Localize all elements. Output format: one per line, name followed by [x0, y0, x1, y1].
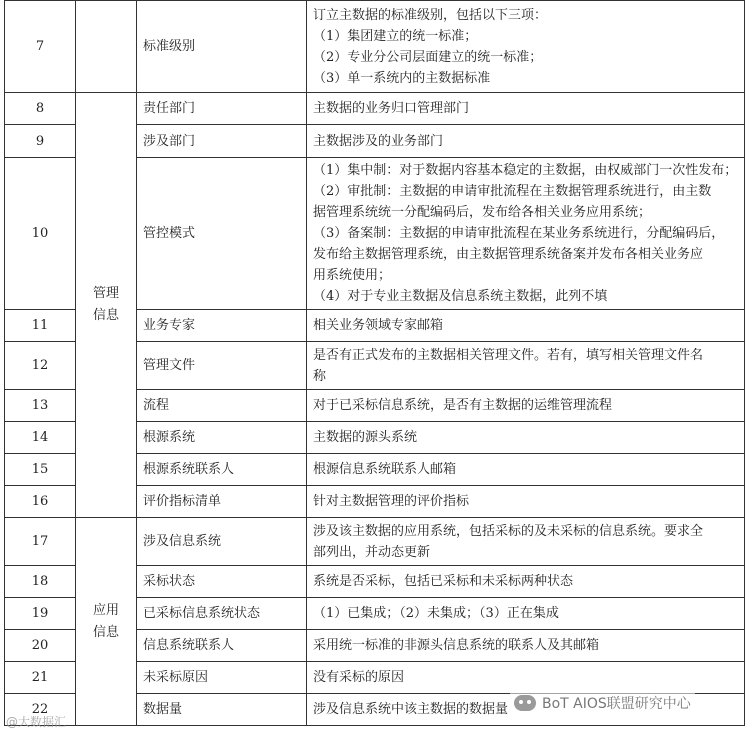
row-number: 22 — [5, 694, 76, 726]
description-line: （2）专业分公司层面建立的统一标准； — [313, 49, 543, 65]
field-name: 根源系统联系人 — [137, 454, 307, 486]
field-description — [307, 454, 745, 486]
description-line: 订立主数据的标准级别，包括以下三项： — [313, 7, 548, 23]
description-line: 涉及信息系统中该主数据的数据量 — [313, 702, 509, 717]
table-row — [5, 1, 745, 93]
field-name: 根源系统 — [137, 422, 307, 454]
field-description — [307, 125, 745, 158]
field-name: 管控模式 — [137, 158, 307, 310]
field-name: 流程 — [137, 390, 307, 422]
row-number: 18 — [5, 566, 76, 598]
row-number: 9 — [5, 125, 76, 158]
row-number: 11 — [5, 310, 76, 342]
field-name: 涉及部门 — [137, 125, 307, 158]
field-name: 评价指标清单 — [137, 486, 307, 518]
description-line: （1）已集成；（2）未集成；（3）正在集成 — [313, 606, 559, 621]
field-description — [307, 158, 745, 310]
field-description — [307, 630, 745, 662]
description-line: 涉及该主数据的应用系统，包括采标的及未采标的信息系统。要求全 — [313, 523, 704, 539]
description-line: 采用统一标准的非源头信息系统的联系人及其邮箱 — [313, 638, 600, 653]
master-data-spec-table — [4, 0, 745, 726]
description-line: 主数据的源头系统 — [313, 430, 418, 445]
field-description — [307, 310, 745, 342]
field-name: 数据量 — [137, 694, 307, 726]
row-number: 10 — [5, 158, 76, 310]
field-name: 责任部门 — [137, 93, 307, 125]
field-description — [307, 598, 745, 630]
field-description — [307, 93, 745, 125]
field-name: 未采标原因 — [137, 662, 307, 694]
description-line: 相关业务领域专家邮箱 — [313, 318, 444, 333]
row-number: 21 — [5, 662, 76, 694]
row-number: 15 — [5, 454, 76, 486]
row-number: 20 — [5, 630, 76, 662]
field-name: 采标状态 — [137, 566, 307, 598]
description-line: 系统是否采标，包括已采标和未采标两种状态 — [313, 574, 574, 589]
description-line: 根源信息系统联系人邮箱 — [313, 462, 457, 477]
field-description — [307, 518, 745, 566]
field-description — [307, 1, 745, 93]
field-description — [307, 390, 745, 422]
description-line: （1）集团建立的统一标准； — [313, 28, 478, 44]
row-number: 17 — [5, 518, 76, 566]
table-row — [5, 518, 745, 566]
row-number: 13 — [5, 390, 76, 422]
watermark-left: @大数据汇 — [6, 715, 67, 729]
description-line: 没有采标的原因 — [313, 670, 405, 685]
field-description — [307, 422, 745, 454]
row-number: 8 — [5, 93, 76, 125]
row-number: 7 — [5, 1, 76, 93]
description-line: 发布给主数据管理系统，由主数据管理系统备案并发布各相关业务应 — [313, 247, 704, 262]
description-line: （4）对于专业主数据及信息系统主数据，此列不填 — [313, 289, 608, 304]
group-label-line: 管理 — [92, 286, 119, 301]
field-description — [307, 566, 745, 598]
description-line: 是否有正式发布的主数据相关管理文件。若有，填写相关管理文件名 — [313, 347, 704, 363]
group-label-line: 信息 — [92, 624, 119, 640]
row-number: 19 — [5, 598, 76, 630]
row-number: 12 — [5, 342, 76, 390]
field-name: 管理文件 — [137, 342, 307, 390]
description-line: （1）集中制：对于数据内容基本稳定的主数据，由权威部门一次性发布； — [313, 163, 738, 178]
field-description — [307, 662, 745, 694]
description-line: （2）审批制：主数据的申请审批流程在主数据管理系统进行，由主数 — [313, 184, 712, 199]
field-name: 标准级别 — [137, 1, 307, 93]
group-application-info — [76, 518, 137, 726]
wechat-icon — [514, 695, 536, 711]
description-line: 部列出，并动态更新 — [313, 544, 431, 560]
watermark-right — [510, 693, 695, 713]
description-line: （3）备案制：主数据的申请审批流程在某业务系统进行，分配编码后， — [313, 226, 725, 241]
row-number: 14 — [5, 422, 76, 454]
field-name: 信息系统联系人 — [137, 630, 307, 662]
description-line: 据管理系统统一分配编码后，发布给各相关业务应用系统； — [313, 205, 652, 220]
group-cell-empty — [76, 1, 137, 93]
description-line: 针对主数据管理的评价指标 — [313, 494, 470, 509]
field-description — [307, 342, 745, 390]
field-name: 业务专家 — [137, 310, 307, 342]
group-label-line: 信息 — [92, 308, 119, 323]
description-line: 对于已采标信息系统，是否有主数据的运维管理流程 — [313, 398, 613, 413]
field-description — [307, 486, 745, 518]
group-management-info — [76, 93, 137, 518]
row-number: 16 — [5, 486, 76, 518]
description-line: （3）单一系统内的主数据标准 — [313, 70, 491, 86]
table-row — [5, 93, 745, 125]
group-label-line: 应用 — [92, 602, 119, 618]
description-line: 主数据的业务归口管理部门 — [313, 101, 470, 116]
field-name: 涉及信息系统 — [137, 518, 307, 566]
description-line: 主数据涉及的业务部门 — [313, 133, 444, 149]
watermark-right-text: BoT AIOS联盟研究中心 — [542, 696, 691, 712]
field-name: 已采标信息系统状态 — [137, 598, 307, 630]
description-line: 称 — [313, 368, 327, 384]
description-line: 用系统使用； — [313, 268, 392, 283]
